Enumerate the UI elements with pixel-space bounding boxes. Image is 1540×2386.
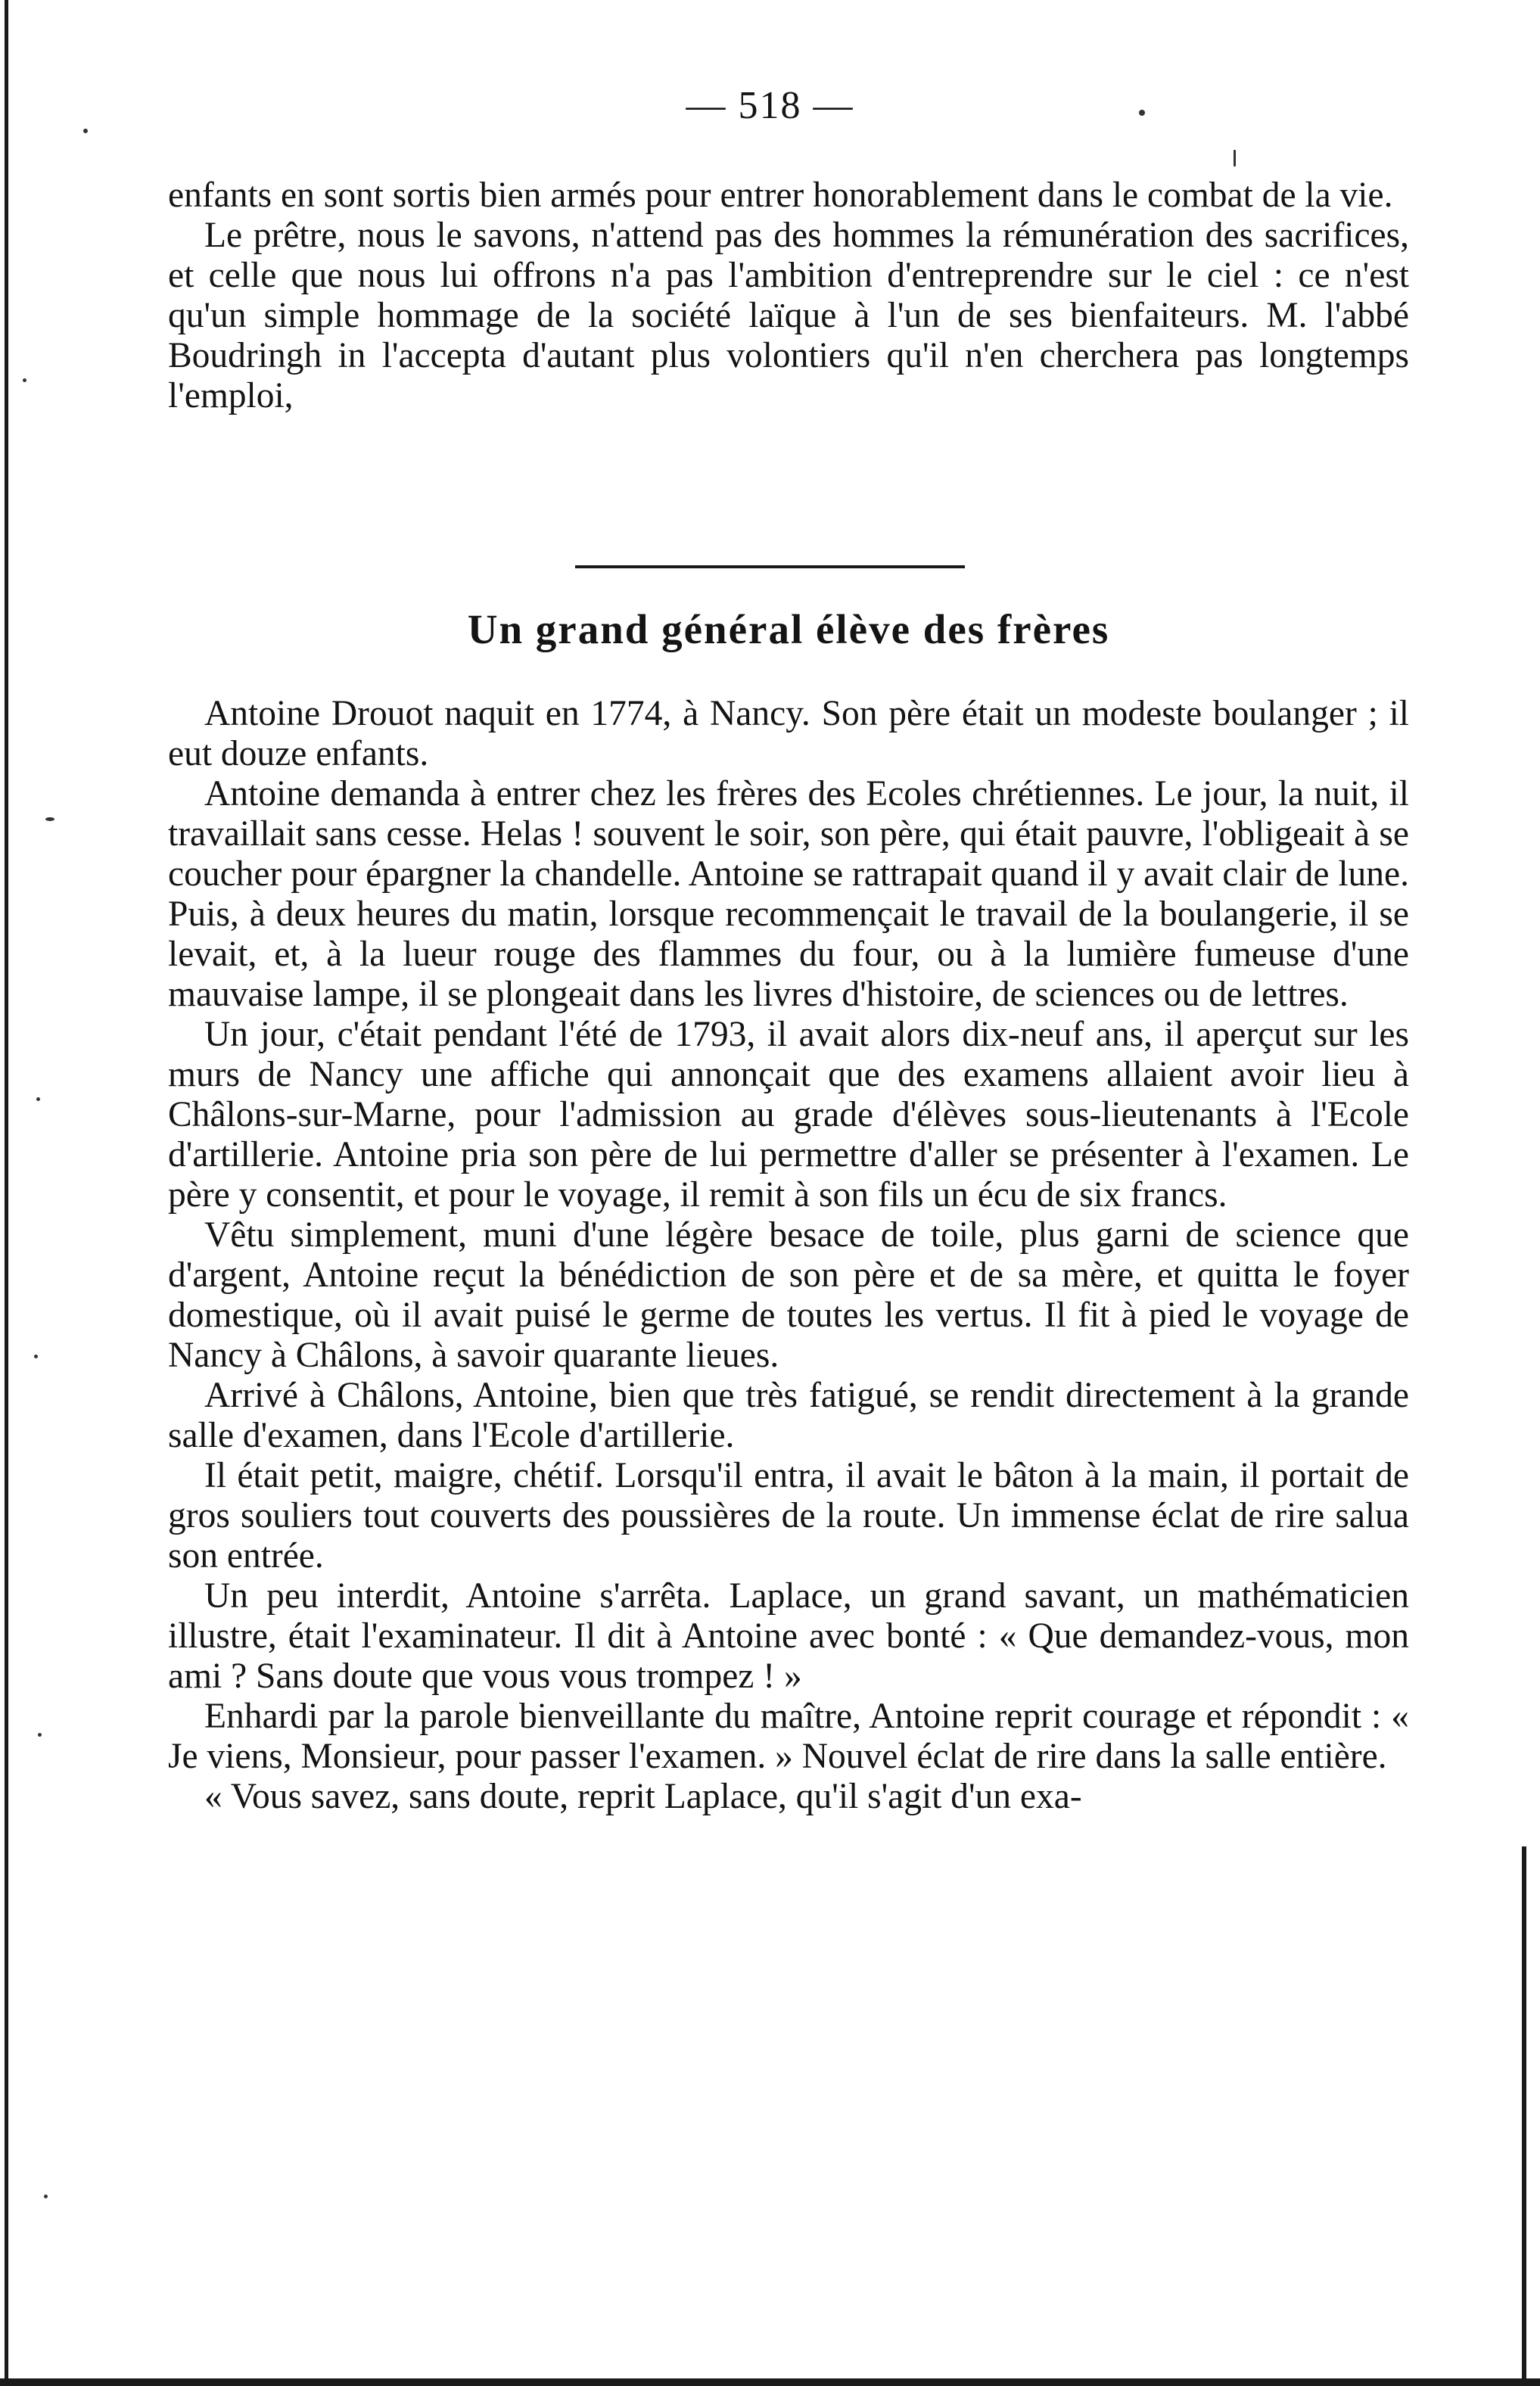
paragraph: Vêtu simplement, muni d'une légère besace de toile, plus garni de science que d'argent, Antoine reçut la bénédiction de son père et de sa mère, et quitta le foyer domestique, où il avait puisé le germe de toutes les vertus. Il fit à pied le voyage de Nancy à Châlons, à savoir quarante lieues. (168, 1215, 1409, 1375)
scan-right-border (1522, 1846, 1526, 2386)
scan-speck (83, 129, 88, 133)
scan-speck (44, 2195, 48, 2198)
paragraph: Un jour, c'était pendant l'été de 1793, il avait alors dix-neuf ans, il aperçut sur les murs de Nancy une affiche qui annonçait que des examens allaient avoir lieu à Châlons-sur-Marne, pour l'admission au grade d'élèves sous-lieutenants à l'Ecole d'artillerie. Antoine pria son père de lui permettre d'aller se présenter à l'examen. Le père y consentit, et pour le voyage, il remit à son fils un écu de six francs. (168, 1015, 1409, 1215)
scan-speck (45, 817, 54, 821)
paragraph: « Vous savez, sans doute, reprit Laplace, qu'il s'agit d'un exa- (204, 1777, 1082, 1816)
paragraph: Il était petit, maigre, chétif. Lorsqu'il entra, il avait le bâton à la main, il portait de gros souliers tout couverts des poussières de la route. Un immense éclat de rire salua son entrée. (168, 1456, 1409, 1576)
article-body (168, 694, 1409, 1817)
scan-speck (34, 1355, 38, 1358)
scan-speck (38, 1733, 42, 1737)
paragraph: Le prêtre, nous le savons, n'attend pas des hommes la rémunération des sacrifices, et celle que nous lui offrons n'a pas l'ambition d'entreprendre sur le ciel : ce n'est qu'un simple hommage de la société laïque à l'un de ses bienfaiteurs. M. l'abbé Boudringh in l'accepta d'autant plus volontiers qu'il n'en cherchera pas longtemps l'emploi, (168, 216, 1409, 415)
paragraph: Arrivé à Châlons, Antoine, bien que très fatigué, se rendit directement à la grande salle d'examen, dans l'Ecole d'artillerie. (168, 1376, 1409, 1455)
paragraph: Un peu interdit, Antoine s'arrêta. Laplace, un grand savant, un mathématicien illustre, était l'examinateur. Il dit à Antoine avec bonté : « Que demandez-vous, mon ami ? Sans doute que vous vous trompez ! » (168, 1576, 1409, 1696)
paragraph: Antoine Drouot naquit en 1774, à Nancy. Son père était un modeste boulanger ; il eut douze enfants. (168, 694, 1409, 773)
paragraph: Antoine demanda à entrer chez les frères des Ecoles chrétiennes. Le jour, la nuit, il travaillait sans cesse. Helas ! souvent le soir, son père, qui était pauvre, l'obligeait à se coucher pour épargner la chandelle. Antoine se rattrapait quand il y avait clair de lune. Puis, à deux heures du matin, lorsque recommençait le travail de la boulangerie, il se levait, et, à la lueur rouge des flammes du four, ou à la lumière fumeuse d'une mauvaise lampe, il se plongeait dans les livres d'histoire, de sciences ou de lettres. (168, 774, 1409, 1014)
section-divider (575, 565, 965, 568)
intro-text (168, 176, 1409, 416)
scan-bottom-border (0, 2378, 1540, 2386)
page-number: — 518 — (686, 84, 854, 127)
scan-speck (36, 1097, 40, 1101)
paragraph: Enhardi par la parole bienveillante du maître, Antoine reprit courage et répondit : « Je viens, Monsieur, pour passer l'examen. » Nouvel éclat de rire dans la salle entière. (168, 1697, 1409, 1776)
scan-speck (23, 378, 26, 382)
scan-left-border (5, 0, 8, 2386)
paragraph: enfants en sont sortis bien armés pour entrer honorablement dans le combat de la vie. (168, 176, 1393, 215)
section-title: Un grand général élève des frères (467, 606, 1110, 652)
scan-speck (1234, 150, 1236, 166)
